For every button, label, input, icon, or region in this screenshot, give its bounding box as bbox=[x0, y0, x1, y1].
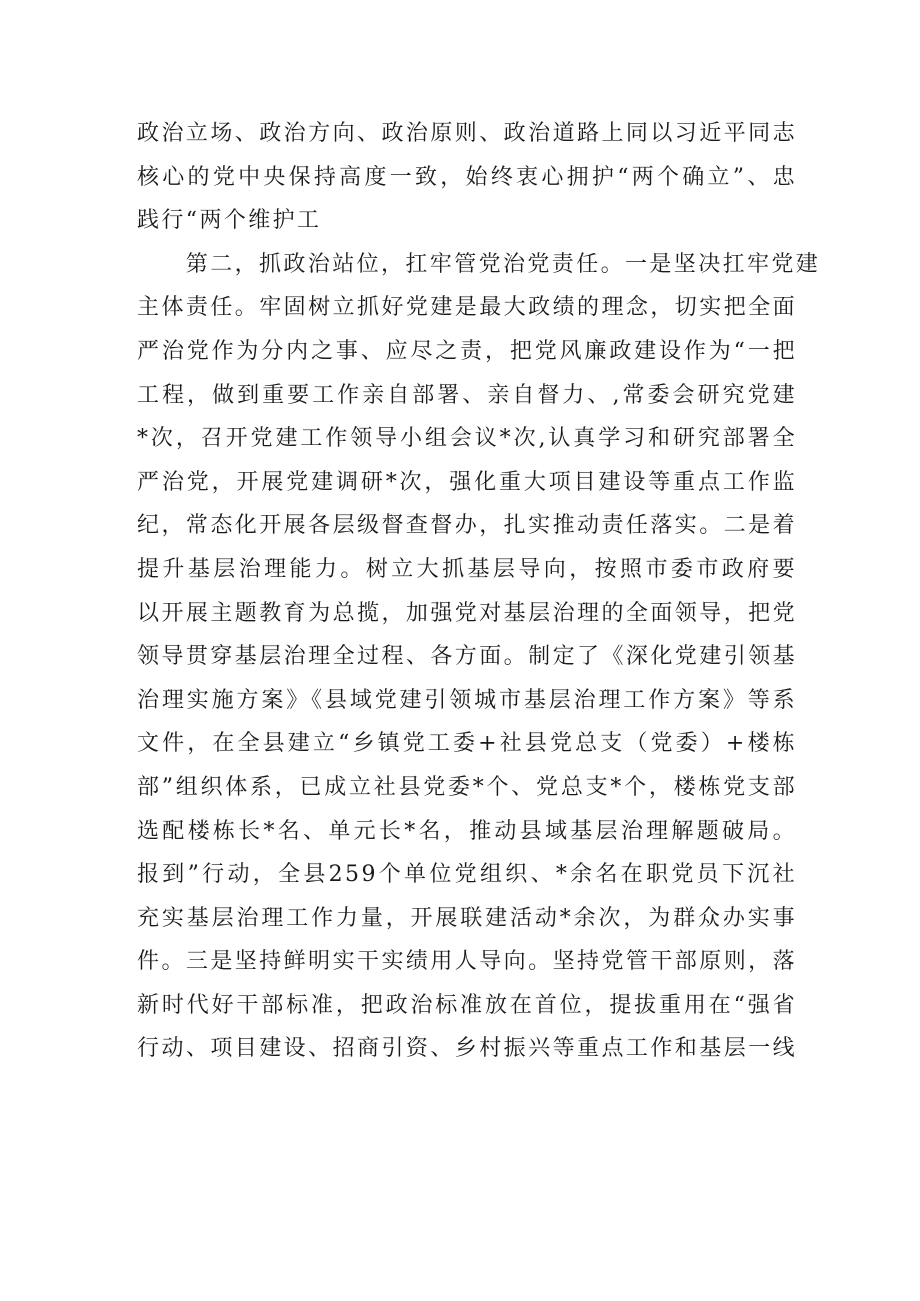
paragraph-start-line: 第二，抓政治站位，扛牢管党治党责任。一是坚决扛牢党建 bbox=[137, 251, 821, 277]
text-line: 领导贯穿基层治理全过程、各方面。制定了《深化党建引领基 bbox=[137, 644, 797, 670]
text-line: 文件，在全县建立“乡镇党工委+社县党总支（党委）+楼栋 bbox=[137, 731, 797, 757]
text-line: 部”组织体系，已成立社县党委*个、党总支*个，楼栋党支部 bbox=[137, 774, 797, 800]
text-line: 严治党，开展党建调研*次，强化重大项目建设等重点工作监 bbox=[137, 469, 797, 495]
text-line: 提升基层治理能力。树立大抓基层导向，按照市委市政府要 bbox=[137, 556, 797, 582]
text-line: 新时代好干部标准，把政治标准放在首位，提拔重用在“强省 bbox=[137, 992, 797, 1018]
text-line: 主体责任。牢固树立抓好党建是最大政绩的理念，切实把全面 bbox=[137, 295, 797, 321]
text-line: 治理实施方案》《县域党建引领城市基层治理工作方案》等系 bbox=[137, 687, 797, 713]
text-line: 政治立场、政治方向、政治原则、政治道路上同以习近平同志 bbox=[137, 121, 797, 146]
text-line: 以开展主题教育为总揽，加强党对基层治理的全面领导，把党 bbox=[137, 600, 797, 626]
text-line: 充实基层治理工作力量，开展联建活动*余次，为群众办实事 bbox=[137, 905, 797, 931]
text-line: 核心的党中央保持高度一致，始终衷心拥护“两个确立”、忠 bbox=[137, 164, 797, 190]
text-line: 纪，常态化开展各层级督查督办，扎实推动责任落实。二是着 bbox=[137, 513, 797, 539]
text-line: 行动、项目建设、招商引资、乡村振兴等重点工作和基层一线 bbox=[137, 1036, 797, 1062]
body-text bbox=[137, 112, 821, 1071]
text-line: 工程，做到重要工作亲自部署、亲自督力、,常委会研究党建 bbox=[137, 382, 797, 408]
text-line: 践行“两个维护工 bbox=[137, 208, 322, 234]
text-line: 报到”行动，全县259个单位党组织、*余名在职党员下沉社 bbox=[137, 862, 797, 888]
text-line: *次，召开党建工作领导小组会议*次,认真学习和研究部署全 bbox=[137, 426, 797, 452]
text-line: 选配楼栋长*名、单元长*名，推动县域基层治理解题破局。 bbox=[137, 818, 797, 844]
text-line: 件。三是坚持鲜明实干实绩用人导向。坚持党管干部原则，落 bbox=[137, 949, 797, 975]
text-line: 严治党作为分内之事、应尽之责，把党风廉政建设作为“一把 bbox=[137, 338, 797, 364]
